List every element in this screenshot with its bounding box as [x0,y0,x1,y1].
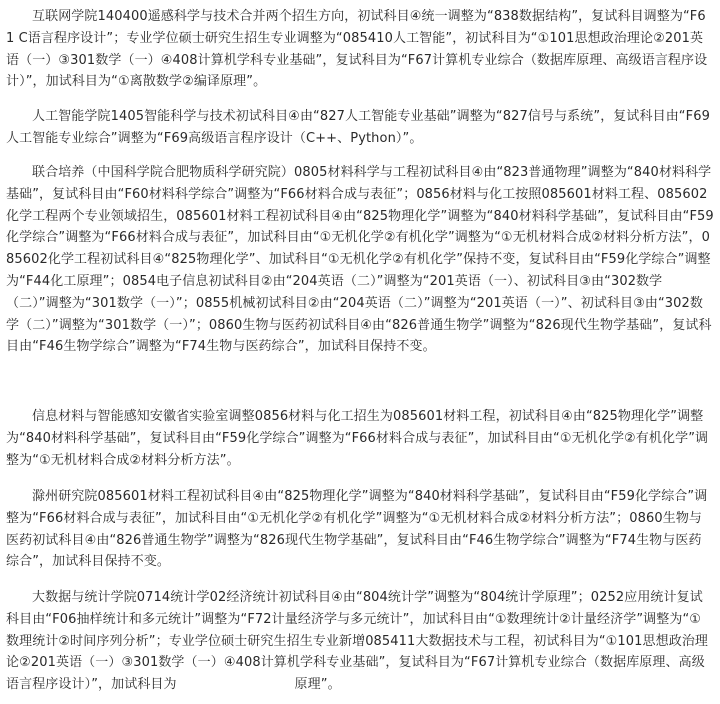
paragraph-ai-college: 人工智能学院1405智能科学与技术初试科目④由“827人工智能专业基础”调整为“827信号与系统”，复试科目由“F69人工智能专业综合”调整为“F69高级语言程序设计（C++、Python）”。 [6,109,710,146]
paragraph-chuzhou-institute: 滁州研究院085601材料工程初试科目④由“825物理化学”调整为“840材料科学基础”，复试科目由“F59化学综合”调整为“F66材料合成与表征”，加试科目由“①无机化学②有机化学”调整为“①无机材料合成②材料分析方法”；0860生物与医药初试科目④由“826普通生物学”调整为“826现代生物学基础”，复试科目由“F46生物学综合”调整为“F74生物与医药综合”，加试科目保持不变。 [6,489,708,570]
paragraph-internet-college: 互联网学院140400遥感科学与技术合并两个招生方向，初试科目④统一调整为“838数据结构”，复试科目调整为“F61 C语言程序设计”；专业学位硕士研究生招生专业调整为“085410人工智能”，初试科目为“①101思想政治理论②201英语（一）③301数学（一）④408计算机学科专业基础”，复试科目为“F67计算机专业综合（数据库原理、高级语言程序设计）”，加试科目为“①离散数学②编译原理”。 [6,9,708,90]
paragraph-big-data-statistics: 大数据与统计学院0714统计学02经济统计初试科目④由“804统计学”调整为“804统计学原理”；0252应用统计复试科目由“F06抽样统计和多元统计”调整为“F72计量经济学与多元统计”，加试科目由“①数理统计②计量经济学”调整为“①数理统计②时间序列分析”；专业学位硕士研究生招生专业新增085411大数据技术与工程，初试科目为“①101思想政治理论②201英语（一）③301数学（一）④408计算机学科专业基础”，复试科目为“F67计算机专业综合（数据库原理、高级语言程序设计）”，加试科目为 原理”。 [6,590,709,693]
paragraph-joint-training: 联合培养（中国科学院合肥物质科学研究院）0805材料科学与工程初试科目④由“823普通物理”调整为“840材料科学基础”，复试科目由“F60材料科学综合”调整为“F66材料合成与表征”；0856材料与化工按照085601材料工程、085602化学工程两个专业领域招生，085601材料工程初试科目④由“825物理化学”调整为“840材料科学基础”，复试科目由“F59化学综合”调整为“F66材料合成与表征”，加试科目由“①无机化学②有机化学”调整为“①无机材料合成②材料分析方法”，085602化学工程初试科目④“825物理化学”、加试科目“①无机化学②有机化学”保持不变，复试科目由“F59化学综合”调整为“F44化工原理”；0854电子信息初试科目②由“204英语（二）”调整为“201英语（一）、初试科目③由“302数学（二）”调整为“301数学（一）”；0855机械初试科目②由“204英语（二）”调整为“201英语（一）”、初试科目③由“302数学（二）”调整为“301数学（一）”；0860生物与医药初试科目④由“826普通生物学”调整为“826现代生物学基础”，复试科目由“F46生物学综合”调整为“F74生物与医药综合”，加试科目保持不变。 [6,165,714,355]
paragraph-info-materials-lab: 信息材料与智能感知安徽省实验室调整0856材料与化工招生为085601材料工程，初试科目④由“825物理化学”调整为“840材料科学基础”，复试科目由“F59化学综合”调整为“F66材料合成与表征”，加试科目由“①无机化学②有机化学”调整为“①无机材料合成②材料分析方法”。 [6,409,709,468]
